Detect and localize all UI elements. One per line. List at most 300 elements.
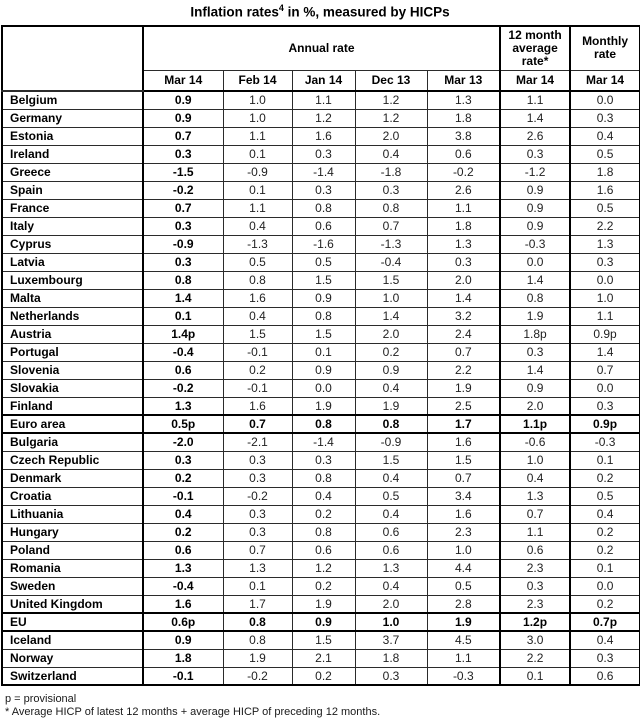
value-cell: 1.4 (427, 289, 500, 307)
value-cell: 2.6 (427, 181, 500, 199)
value-cell: 0.6 (500, 541, 570, 559)
country-cell: Latvia (2, 253, 143, 271)
value-cell: 0.3 (570, 109, 640, 127)
table-row (2, 91, 640, 109)
country-cell: Norway (2, 649, 143, 667)
value-cell: 0.3 (143, 253, 223, 271)
value-cell: 0.7 (143, 199, 223, 217)
country-cell: Poland (2, 541, 143, 559)
table-row (2, 559, 640, 577)
value-cell: 0.6 (570, 667, 640, 685)
table-row (2, 649, 640, 667)
value-cell: 0.9 (292, 361, 355, 379)
value-cell: 2.3 (500, 559, 570, 577)
column-header-dec13: Dec 13 (355, 70, 427, 91)
value-cell: -0.9 (143, 235, 223, 253)
value-cell: 1.9 (500, 307, 570, 325)
value-cell: -0.9 (355, 433, 427, 451)
value-cell: 0.8 (500, 289, 570, 307)
table-row (2, 343, 640, 361)
table-row (2, 505, 640, 523)
value-cell: 4.4 (427, 559, 500, 577)
value-cell: 0.3 (292, 451, 355, 469)
value-cell: 1.8 (143, 649, 223, 667)
value-cell: 1.5 (292, 325, 355, 343)
value-cell: 0.0 (570, 271, 640, 289)
value-cell: 2.0 (355, 595, 427, 613)
value-cell: 1.3 (427, 235, 500, 253)
value-cell: 0.6 (143, 361, 223, 379)
value-cell: 1.5 (223, 325, 292, 343)
value-cell: 0.9 (143, 109, 223, 127)
table-row (2, 145, 640, 163)
title-footnote-marker: 4 (278, 3, 284, 13)
value-cell: 1.7 (223, 595, 292, 613)
annual-rate-group-header: Annual rate (143, 26, 500, 71)
value-cell: 0.7 (143, 127, 223, 145)
value-cell: 0.4 (570, 631, 640, 649)
value-cell: 1.4 (570, 343, 640, 361)
value-cell: -1.3 (223, 235, 292, 253)
value-cell: -1.4 (292, 433, 355, 451)
value-cell: 0.7p (570, 613, 640, 631)
value-cell: 2.3 (427, 523, 500, 541)
country-cell: Spain (2, 181, 143, 199)
footnote-average-method: * Average HICP of latest 12 months + average HICP of preceding 12 months. (5, 706, 381, 718)
value-cell: 0.2 (570, 469, 640, 487)
value-cell: 0.4 (355, 145, 427, 163)
value-cell: 1.0 (500, 451, 570, 469)
value-cell: 0.7 (355, 217, 427, 235)
value-cell: 3.4 (427, 487, 500, 505)
value-cell: 1.8p (500, 325, 570, 343)
value-cell: 0.8 (292, 469, 355, 487)
country-cell: Cyprus (2, 235, 143, 253)
value-cell: 0.9 (500, 217, 570, 235)
value-cell: 0.1 (570, 559, 640, 577)
value-cell: -0.6 (500, 433, 570, 451)
value-cell: -2.1 (223, 433, 292, 451)
value-cell: 0.5 (570, 145, 640, 163)
value-cell: 0.2 (570, 523, 640, 541)
value-cell: 1.4 (500, 361, 570, 379)
value-cell: 1.2 (292, 109, 355, 127)
table-row (2, 181, 640, 199)
value-cell: -0.2 (223, 667, 292, 685)
value-cell: 1.7 (427, 415, 500, 433)
value-cell: 0.9p (570, 415, 640, 433)
column-header-mar13: Mar 13 (427, 70, 500, 91)
value-cell: 0.3 (292, 181, 355, 199)
column-header-monthly-mar14: Mar 14 (570, 70, 640, 91)
value-cell: 0.5 (427, 577, 500, 595)
country-cell: Italy (2, 217, 143, 235)
value-cell: 1.1 (500, 91, 570, 109)
value-cell: 0.5 (355, 487, 427, 505)
value-cell: 0.8 (223, 613, 292, 631)
value-cell: 0.8 (292, 307, 355, 325)
corner-cell (2, 26, 143, 92)
table-row (2, 451, 640, 469)
value-cell: 3.8 (427, 127, 500, 145)
value-cell: 2.5 (427, 397, 500, 415)
table-header (2, 26, 640, 92)
value-cell: 1.0 (223, 109, 292, 127)
value-cell: 1.1 (223, 199, 292, 217)
value-cell: 1.6 (570, 181, 640, 199)
value-cell: 0.3 (570, 253, 640, 271)
value-cell: 0.9 (500, 181, 570, 199)
country-cell: Sweden (2, 577, 143, 595)
value-cell: 0.3 (143, 145, 223, 163)
value-cell: 0.5 (292, 253, 355, 271)
value-cell: 4.5 (427, 631, 500, 649)
value-cell: 0.2 (292, 667, 355, 685)
value-cell: 0.1 (292, 343, 355, 361)
value-cell: 0.3 (427, 253, 500, 271)
value-cell: 1.4 (500, 271, 570, 289)
table-row (2, 325, 640, 343)
value-cell: -0.4 (143, 343, 223, 361)
value-cell: 1.5 (427, 451, 500, 469)
page-title (1, 3, 639, 20)
value-cell: -1.8 (355, 163, 427, 181)
column-header-mar14: Mar 14 (143, 70, 223, 91)
value-cell: 0.4 (143, 505, 223, 523)
value-cell: 2.8 (427, 595, 500, 613)
country-cell: Bulgaria (2, 433, 143, 451)
country-cell: Slovenia (2, 361, 143, 379)
value-cell: 3.2 (427, 307, 500, 325)
value-cell: 0.7 (223, 415, 292, 433)
table-row (2, 487, 640, 505)
footnotes (1, 693, 639, 719)
table-body (2, 91, 640, 685)
table-row (2, 595, 640, 613)
footnote-provisional: p = provisional (5, 693, 77, 705)
value-cell: 2.2 (570, 217, 640, 235)
table-row (2, 307, 640, 325)
value-cell: 0.4 (570, 505, 640, 523)
value-cell: -1.5 (143, 163, 223, 181)
value-cell: 1.1 (500, 523, 570, 541)
value-cell: 1.5 (292, 631, 355, 649)
value-cell: 0.9 (500, 379, 570, 397)
value-cell: 1.9 (427, 613, 500, 631)
value-cell: 1.2 (355, 109, 427, 127)
value-cell: 0.8 (355, 415, 427, 433)
value-cell: 1.0 (355, 613, 427, 631)
value-cell: 1.1p (500, 415, 570, 433)
value-cell: 0.9 (292, 613, 355, 631)
country-cell: Luxembourg (2, 271, 143, 289)
value-cell: 1.3 (570, 235, 640, 253)
value-cell: 1.1 (427, 199, 500, 217)
value-cell: 0.5 (570, 199, 640, 217)
value-cell: 1.2 (355, 91, 427, 109)
country-cell: Germany (2, 109, 143, 127)
value-cell: 1.1 (292, 91, 355, 109)
value-cell: 1.4 (355, 307, 427, 325)
value-cell: -0.1 (143, 667, 223, 685)
country-cell: Ireland (2, 145, 143, 163)
value-cell: 0.7 (570, 361, 640, 379)
value-cell: 0.4 (355, 505, 427, 523)
table-row (2, 613, 640, 631)
value-cell: -1.6 (292, 235, 355, 253)
value-cell: 1.6 (223, 397, 292, 415)
title-suffix: in %, measured by HICPs (283, 4, 450, 20)
value-cell: 0.6 (143, 541, 223, 559)
value-cell: -0.3 (570, 433, 640, 451)
value-cell: 1.9 (427, 379, 500, 397)
value-cell: 0.3 (292, 145, 355, 163)
value-cell: 0.7 (427, 343, 500, 361)
value-cell: 2.4 (427, 325, 500, 343)
value-cell: 2.0 (427, 271, 500, 289)
value-cell: 1.5 (292, 271, 355, 289)
value-cell: 1.9 (292, 397, 355, 415)
value-cell: 0.1 (223, 577, 292, 595)
country-cell: Malta (2, 289, 143, 307)
value-cell: 1.3 (500, 487, 570, 505)
value-cell: 1.6 (427, 505, 500, 523)
value-cell: 1.0 (427, 541, 500, 559)
value-cell: 1.9 (292, 595, 355, 613)
table-row (2, 163, 640, 181)
table-row (2, 541, 640, 559)
value-cell: 0.0 (292, 379, 355, 397)
value-cell: 1.2p (500, 613, 570, 631)
value-cell: 0.4 (570, 127, 640, 145)
value-cell: 0.1 (223, 145, 292, 163)
value-cell: 0.1 (500, 667, 570, 685)
value-cell: 0.4 (223, 307, 292, 325)
table-row (2, 379, 640, 397)
table-row (2, 217, 640, 235)
value-cell: 1.5 (355, 271, 427, 289)
value-cell: 1.1 (223, 127, 292, 145)
value-cell: 1.6 (143, 595, 223, 613)
value-cell: 0.5p (143, 415, 223, 433)
value-cell: 2.3 (500, 595, 570, 613)
value-cell: -1.4 (292, 163, 355, 181)
value-cell: 0.6 (355, 523, 427, 541)
country-cell: Euro area (2, 415, 143, 433)
title-text: Inflation rates (190, 4, 279, 20)
value-cell: 0.8 (223, 631, 292, 649)
country-cell: Finland (2, 397, 143, 415)
country-cell: Belgium (2, 91, 143, 109)
value-cell: 0.4 (355, 469, 427, 487)
value-cell: 1.3 (143, 397, 223, 415)
value-cell: 0.6p (143, 613, 223, 631)
country-cell: United Kingdom (2, 595, 143, 613)
value-cell: 0.1 (223, 181, 292, 199)
country-cell: France (2, 199, 143, 217)
value-cell: 0.3 (223, 505, 292, 523)
value-cell: 1.8 (570, 163, 640, 181)
value-cell: 0.2 (143, 469, 223, 487)
value-cell: 1.4 (143, 289, 223, 307)
value-cell: -0.3 (500, 235, 570, 253)
value-cell: 0.0 (570, 91, 640, 109)
value-cell: 1.2 (292, 559, 355, 577)
value-cell: 1.5 (355, 451, 427, 469)
value-cell: 0.2 (223, 361, 292, 379)
value-cell: 0.3 (500, 577, 570, 595)
value-cell: 0.0 (570, 577, 640, 595)
country-cell: Greece (2, 163, 143, 181)
value-cell: -0.1 (223, 379, 292, 397)
value-cell: 0.3 (143, 451, 223, 469)
value-cell: 0.3 (500, 145, 570, 163)
country-cell: Romania (2, 559, 143, 577)
value-cell: 1.6 (292, 127, 355, 145)
value-cell: 1.9 (355, 397, 427, 415)
value-cell: 0.3 (500, 343, 570, 361)
country-cell: Portugal (2, 343, 143, 361)
value-cell: 1.6 (427, 433, 500, 451)
table-row (2, 361, 640, 379)
value-cell: 0.3 (223, 451, 292, 469)
table-row (2, 667, 640, 685)
country-cell: Croatia (2, 487, 143, 505)
value-cell: 0.3 (570, 649, 640, 667)
table-row (2, 127, 640, 145)
value-cell: 0.4 (223, 217, 292, 235)
value-cell: 0.9 (143, 631, 223, 649)
value-cell: 1.8 (427, 217, 500, 235)
value-cell: -1.2 (500, 163, 570, 181)
value-cell: 0.3 (355, 667, 427, 685)
value-cell: -0.2 (427, 163, 500, 181)
value-cell: 0.7 (427, 469, 500, 487)
value-cell: 1.6 (223, 289, 292, 307)
column-header-jan14: Jan 14 (292, 70, 355, 91)
table-row (2, 415, 640, 433)
value-cell: 0.2 (292, 577, 355, 595)
value-cell: -0.2 (143, 379, 223, 397)
average-rate-group-header: 12 month average rate* (500, 26, 570, 71)
country-cell: Switzerland (2, 667, 143, 685)
hicp-inflation-table (1, 25, 640, 687)
value-cell: 0.0 (570, 379, 640, 397)
value-cell: -0.9 (223, 163, 292, 181)
value-cell: 0.8 (292, 415, 355, 433)
table-row (2, 523, 640, 541)
value-cell: 0.6 (427, 145, 500, 163)
value-cell: 2.6 (500, 127, 570, 145)
column-header-avg-mar14: Mar 14 (500, 70, 570, 91)
value-cell: 0.4 (355, 577, 427, 595)
country-cell: Netherlands (2, 307, 143, 325)
country-cell: Hungary (2, 523, 143, 541)
value-cell: 0.5 (223, 253, 292, 271)
table-row (2, 271, 640, 289)
value-cell: 2.0 (355, 127, 427, 145)
value-cell: 0.5 (570, 487, 640, 505)
value-cell: 0.3 (570, 397, 640, 415)
country-cell: Iceland (2, 631, 143, 649)
country-cell: Czech Republic (2, 451, 143, 469)
value-cell: 0.7 (223, 541, 292, 559)
table-row (2, 577, 640, 595)
value-cell: 0.4 (292, 487, 355, 505)
value-cell: 0.1 (143, 307, 223, 325)
value-cell: 1.4 (500, 109, 570, 127)
country-cell: EU (2, 613, 143, 631)
value-cell: 0.0 (500, 253, 570, 271)
value-cell: 1.3 (355, 559, 427, 577)
value-cell: -0.1 (223, 343, 292, 361)
country-cell: Austria (2, 325, 143, 343)
value-cell: -0.2 (143, 181, 223, 199)
value-cell: 0.4 (500, 469, 570, 487)
table-row (2, 109, 640, 127)
country-cell: Slovakia (2, 379, 143, 397)
value-cell: 2.0 (500, 397, 570, 415)
value-cell: 0.9 (500, 199, 570, 217)
value-cell: 0.6 (292, 217, 355, 235)
value-cell: -0.3 (427, 667, 500, 685)
value-cell: 1.9 (223, 649, 292, 667)
value-cell: 0.3 (143, 217, 223, 235)
value-cell: -0.4 (355, 253, 427, 271)
value-cell: 0.2 (355, 343, 427, 361)
value-cell: 0.9p (570, 325, 640, 343)
value-cell: 2.2 (427, 361, 500, 379)
value-cell: 0.6 (355, 541, 427, 559)
value-cell: 0.1 (570, 451, 640, 469)
value-cell: 0.3 (223, 523, 292, 541)
monthly-rate-group-header: Monthly rate (570, 26, 640, 71)
value-cell: 0.4 (355, 379, 427, 397)
value-cell: 0.6 (292, 541, 355, 559)
value-cell: 1.1 (427, 649, 500, 667)
table-row (2, 235, 640, 253)
value-cell: -0.1 (143, 487, 223, 505)
value-cell: -0.2 (223, 487, 292, 505)
value-cell: 0.8 (292, 199, 355, 217)
value-cell: 1.1 (570, 307, 640, 325)
value-cell: 0.7 (500, 505, 570, 523)
value-cell: 0.8 (355, 199, 427, 217)
column-header-feb14: Feb 14 (223, 70, 292, 91)
value-cell: 1.8 (355, 649, 427, 667)
value-cell: 1.3 (223, 559, 292, 577)
table-row (2, 469, 640, 487)
country-cell: Lithuania (2, 505, 143, 523)
value-cell: 1.3 (427, 91, 500, 109)
table-row (2, 631, 640, 649)
value-cell: 0.8 (292, 523, 355, 541)
value-cell: 0.9 (143, 91, 223, 109)
table-row (2, 397, 640, 415)
value-cell: 2.0 (355, 325, 427, 343)
value-cell: 0.9 (292, 289, 355, 307)
table-row (2, 433, 640, 451)
country-cell: Denmark (2, 469, 143, 487)
value-cell: 0.3 (223, 469, 292, 487)
value-cell: -0.4 (143, 577, 223, 595)
value-cell: 1.0 (355, 289, 427, 307)
country-cell: Estonia (2, 127, 143, 145)
value-cell: 3.7 (355, 631, 427, 649)
value-cell: 1.0 (570, 289, 640, 307)
value-cell: 1.3 (143, 559, 223, 577)
value-cell: -2.0 (143, 433, 223, 451)
